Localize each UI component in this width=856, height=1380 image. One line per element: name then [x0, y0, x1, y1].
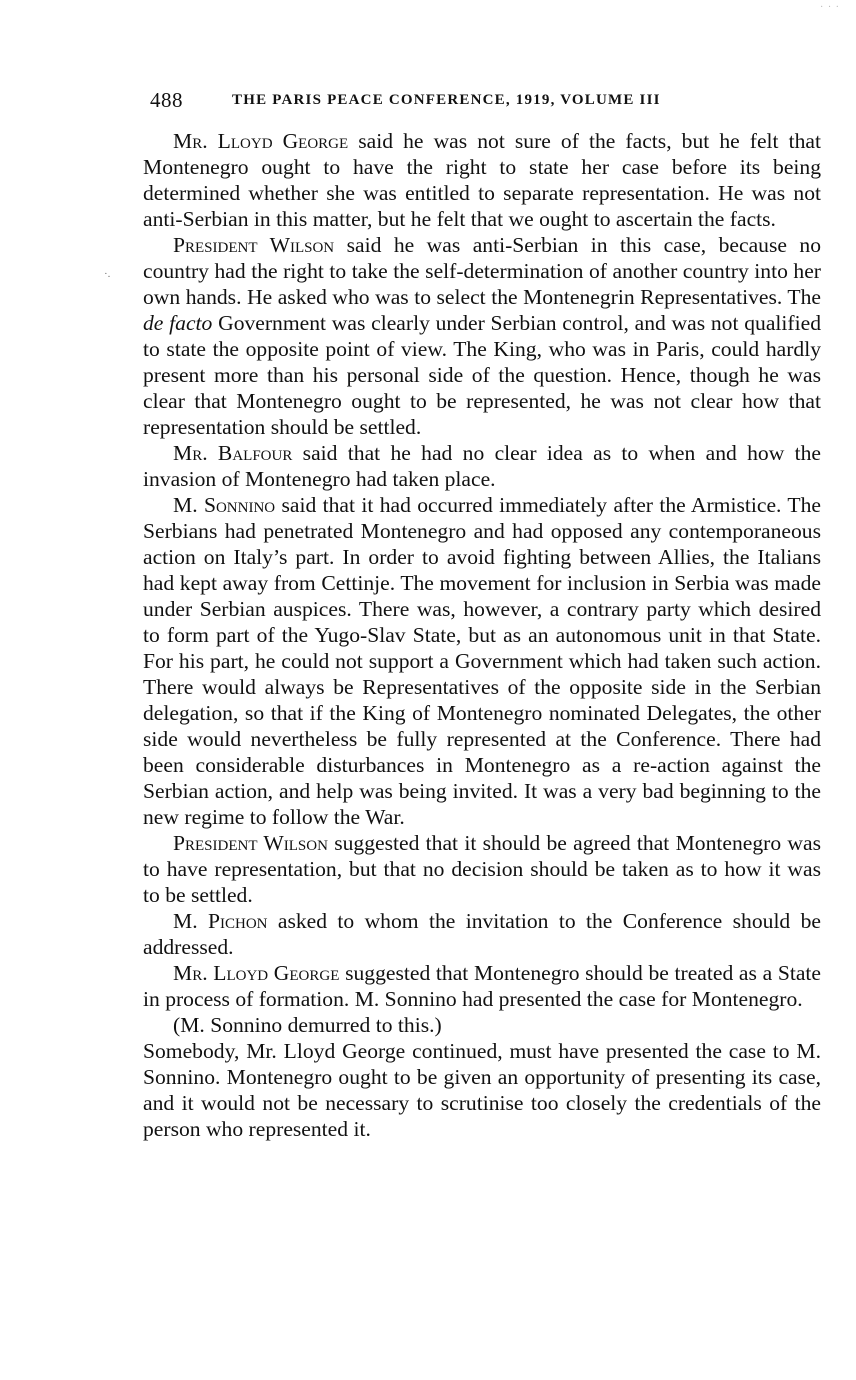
speaker-name: Mr. Balfour	[173, 441, 293, 465]
paragraph-balfour	[143, 440, 821, 492]
paragraph-text: Somebody, Mr. Lloyd George continued, must have presented the case to M. Sonnino. Montenegro ought to be given an opportunity of presenting its case, and it would not be necessary to scrutinise too closely the credentials of the person who represented it.	[143, 1039, 821, 1141]
paragraph-text: (M. Sonnino demurred to this.)	[173, 1013, 442, 1037]
speaker-name: Mr. Lloyd George	[173, 129, 349, 153]
speaker-name: Mr. Lloyd George	[173, 961, 340, 985]
paragraph-text: said that he had no clear idea as to when and how the invasion of Montenegro had taken place.	[143, 441, 822, 491]
paragraph-text: suggested that Montenegro should be treated as a State in process of formation. M. Sonnino had presented the case for Montenegro.	[143, 961, 822, 1011]
paragraph-text: asked to whom the invitation to the Conference should be addressed.	[143, 909, 821, 959]
paragraph-sonnino	[143, 492, 821, 830]
speaker-name: Sonnino	[203, 493, 276, 517]
corner-mark: · · ·	[820, 2, 840, 13]
page-header	[150, 88, 750, 114]
speaker-prefix: M.	[173, 493, 198, 517]
paragraph-lloyd-george-2	[143, 960, 821, 1012]
paragraph-lloyd-george-1	[143, 128, 821, 232]
speaker-name: President Wilson	[173, 831, 328, 855]
paragraph-text-continued: Government was clearly under Serbian control, and was not qualified to state the opposite point of view. The King, who was in Paris, could hardly present more than his personal side of the question. Hence, though he was clear that Montenegro ought to be represented, he was not clear how that representation should be settled.	[143, 311, 821, 439]
paragraph-text: said he was not sure of the facts, but he felt that Montenegro ought to have the right to state her case before its being determined whether she was entitled to separate representation. He was not anti-Serbian in this matter, but he felt that we ought to ascertain the facts.	[143, 129, 822, 231]
speaker-name: President Wilson	[173, 233, 335, 257]
paragraph-text: suggested that it should be agreed that Montenegro was to have representation, but that no decision should be taken as to how it was to be settled.	[143, 831, 821, 907]
speaker-name: Pichon	[207, 909, 268, 933]
page-number: 488	[150, 88, 183, 112]
body-text	[143, 128, 821, 1142]
paragraph-continuation	[143, 1038, 821, 1142]
paragraph-demurral	[143, 1012, 821, 1038]
running-title: THE PARIS PEACE CONFERENCE, 1919, VOLUME III	[232, 92, 661, 108]
italic-phrase: de facto	[143, 311, 213, 335]
margin-mark: ·.	[104, 268, 111, 280]
paragraph-wilson-1	[143, 232, 821, 440]
paragraph-wilson-2	[143, 830, 821, 908]
paragraph-pichon	[143, 908, 821, 960]
paragraph-text: said he was anti-Serbian in this case, because no country had the right to take the self-determination of another country into her own hands. He asked who was to select the Montenegrin Representatives. The	[143, 233, 822, 309]
paragraph-text: said that it had occurred immediately after the Armistice. The Serbians had penetrated Montenegro and had opposed any contemporaneous action on Italy’s part. In order to avoid fighting between Allies, the Italians had kept away from Cettinje. The movement for inclusion in Serbia was made under Serbian auspices. There was, however, a contrary party which desired to form part of the Yugo-Slav State, but as an autonomous unit in that State. For his part, he could not support a Government which had taken such action. There would always be Representatives of the opposite side in the Serbian delegation, so that if the King of Montenegro nominated Delegates, the other side would nevertheless be fully represented at the Conference. There had been considerable disturbances in Montenegro as a re-action against the Serbian action, and help was being invited. It was a very bad beginning to the new regime to follow the War.	[143, 493, 821, 829]
speaker-prefix: M.	[173, 909, 198, 933]
